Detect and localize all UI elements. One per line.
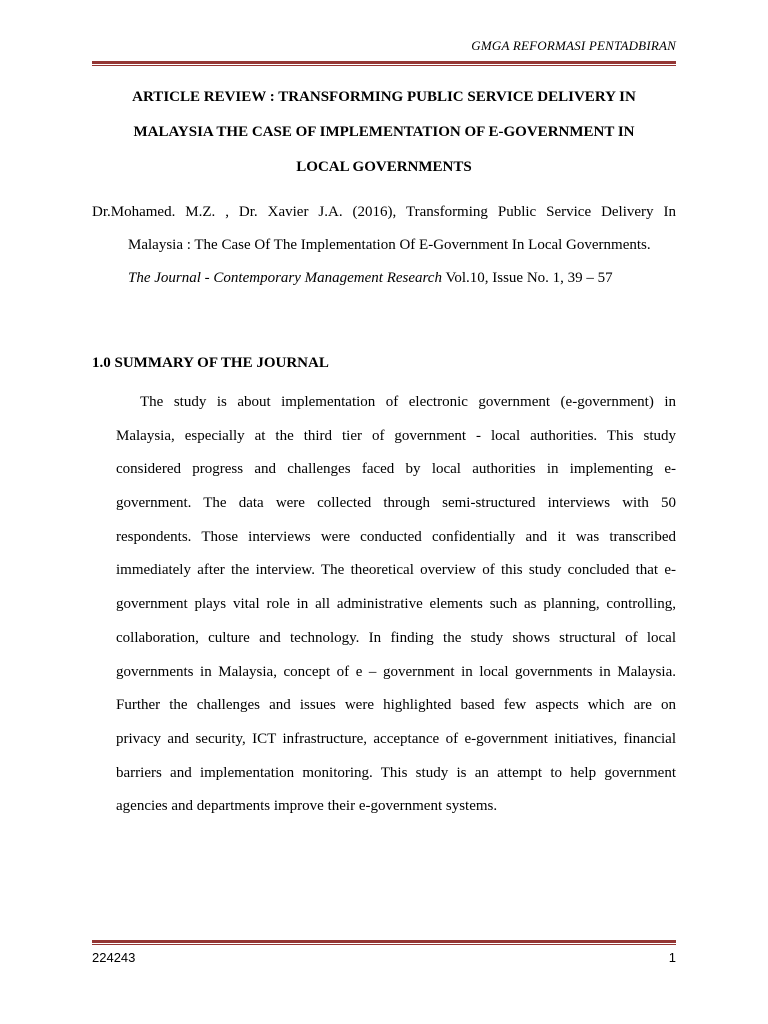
journal-details: Vol.10, Issue No. 1, 39 – 57 [441,270,613,286]
paragraph-line: Malaysia, especially at the third tier of government - local authorities. This study [116,427,676,444]
header-rule [92,61,676,66]
paragraph-line: governments in Malaysia, concept of e – government in local governments in Malaysia. [116,663,676,680]
footer-rule [92,940,676,945]
paragraph-line: considered progress and challenges faced by local authorities in implementing e- [116,461,676,478]
section-heading: 1.0 SUMMARY OF THE JOURNAL [92,355,329,371]
title-line: LOCAL GOVERNMENTS [296,159,472,175]
citation-title: Malaysia : The Case Of The Implementation Of E-Government In Local Governments. [128,237,651,253]
journal-name: The Journal - Contemporary Management Research [128,270,442,286]
paragraph-line: government. The data were collected through semi-structured interviews with 50 [116,495,676,512]
paragraph-line: Further the challenges and issues were highlighted based few aspects which are on [116,697,676,714]
article-title [92,80,676,185]
paragraph-line: barriers and implementation monitoring. This study is an attempt to help government [116,764,676,781]
paragraph-line: agencies and departments improve their e-government systems. [116,798,498,815]
summary-paragraph [116,386,676,824]
page-number: 1 [668,950,676,965]
paragraph-line: The study is about implementation of electronic government (e-government) in [140,394,676,410]
paragraph-line: immediately after the interview. The theoretical overview of this study concluded that e- [116,562,676,579]
paragraph-line: government plays vital role in all administrative elements such as planning, controlling, [116,596,676,613]
title-line: MALAYSIA THE CASE OF IMPLEMENTATION OF E-GOVERNMENT IN [133,124,635,140]
citation [92,196,676,295]
running-header: GMGA REFORMASI PENTADBIRAN [471,38,676,53]
paragraph-line: privacy and security, ICT infrastructure, acceptance of e-government initiatives, financial [116,730,676,747]
title-line: ARTICLE REVIEW : TRANSFORMING PUBLIC SERVICE DELIVERY IN [132,89,636,105]
citation-source [92,262,676,295]
student-id: 224243 [92,950,136,965]
paragraph-line: respondents. Those interviews were conducted confidentially and it was transcribed [116,528,676,545]
paragraph-line: collaboration, culture and technology. In finding the study shows structural of local [116,629,676,646]
citation-authors: Dr.Mohamed. M.Z. , Dr. Xavier J.A. (2016), Transforming Public Service Delivery In [92,204,676,220]
